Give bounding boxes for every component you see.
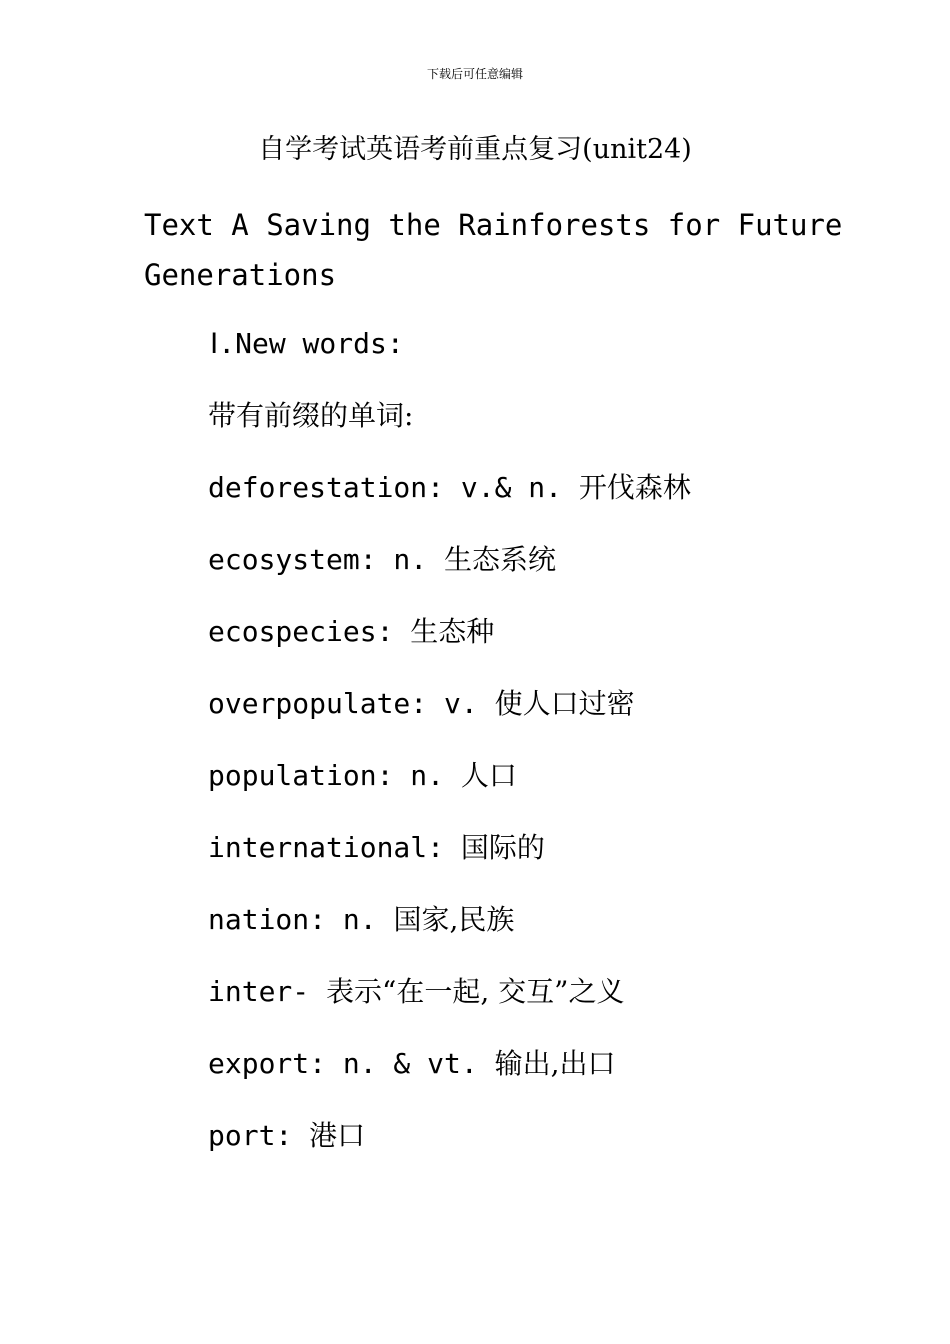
vocab-gloss: 生态种 [410,615,495,648]
vocab-gloss: 表示“在一起, 交互”之义 [326,975,625,1008]
vocab-item [208,538,691,610]
vocab-item [208,970,691,1042]
vocab-gloss: 国家,民族 [393,903,515,936]
header-note: 下载后可任意编辑 [426,67,523,81]
vocab-term: deforestation: v.& n. [208,471,579,504]
vocab-item [208,826,691,898]
subheading: 带有前缀的单词: [208,399,414,432]
vocab-item [208,610,691,682]
vocab-term: international: [208,831,461,864]
vocab-term: overpopulate: v. [208,687,495,720]
vocab-gloss: 生态系统 [444,543,557,576]
vocab-item [208,1114,691,1186]
vocab-term: population: n. [208,759,461,792]
vocab-term: export: n. & vt. [208,1047,495,1080]
vocab-term: ecosystem: n. [208,543,445,576]
vocab-item [208,1042,691,1114]
vocab-gloss: 人口 [460,759,517,792]
text-heading: Text A Saving the Rainforests for Future Generations [144,208,843,292]
vocab-gloss: 输出,出口 [494,1047,616,1080]
vocab-term: nation: n. [208,903,394,936]
vocab-list [208,466,691,1186]
vocab-item [208,754,691,826]
vocab-gloss: 国际的 [460,831,545,864]
vocab-item [208,898,691,970]
vocab-gloss: 港口 [309,1119,366,1152]
vocab-term: ecospecies: [208,615,411,648]
vocab-item [208,682,691,754]
vocab-term: port: [208,1119,310,1152]
vocab-item [208,466,691,538]
vocab-gloss: 使人口过密 [494,687,635,720]
vocab-gloss: 开伐森林 [578,471,691,504]
section-label: Ⅰ.New words: [210,327,404,360]
vocab-term: inter- [208,975,327,1008]
document-title: 自学考试英语考前重点复习(unit24) [258,134,692,165]
